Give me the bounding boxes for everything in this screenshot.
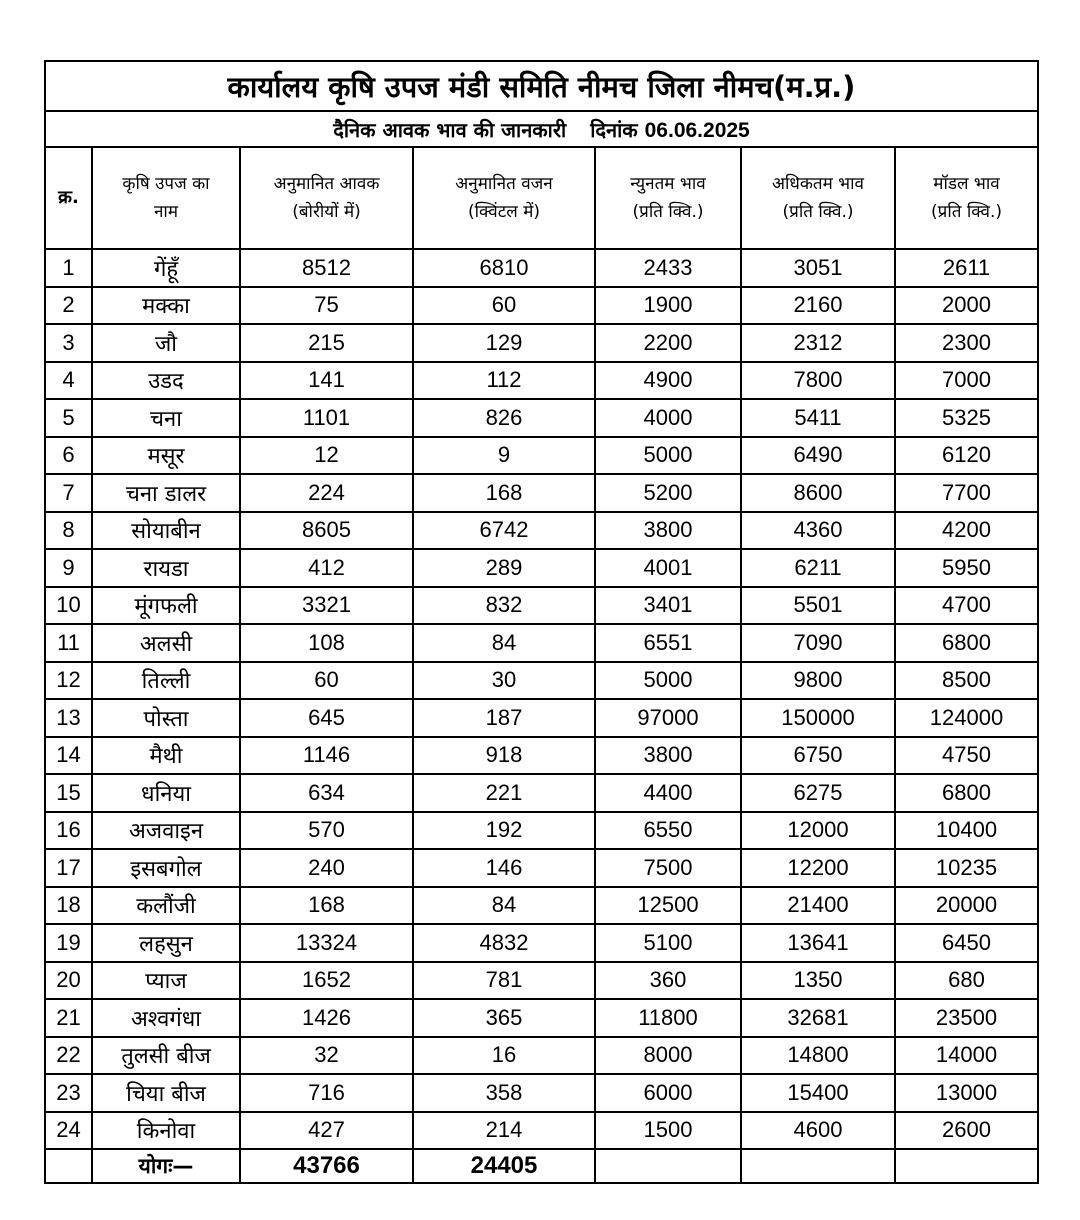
cell-min-price: 11800 (595, 999, 741, 1037)
cell-modal-price: 10400 (895, 812, 1038, 850)
cell-crop: धनिया (92, 774, 240, 812)
cell-arrival: 1426 (240, 999, 413, 1037)
cell-modal-price: 8500 (895, 662, 1038, 700)
cell-arrival: 412 (240, 549, 413, 587)
cell-arrival: 1652 (240, 962, 413, 1000)
cell-arrival: 12 (240, 437, 413, 475)
header-crop-line2: नाम (153, 202, 178, 222)
cell-modal-price: 2000 (895, 287, 1038, 325)
table-row (45, 362, 1038, 400)
cell-max-price: 9800 (741, 662, 895, 700)
header-modal-line1: मॉडल भाव (933, 174, 1000, 194)
cell-arrival: 634 (240, 774, 413, 812)
cell-min-price: 5000 (595, 662, 741, 700)
cell-modal-price: 20000 (895, 887, 1038, 925)
cell-min-price: 4900 (595, 362, 741, 400)
total-serial-blank (45, 1149, 92, 1183)
table-row (45, 999, 1038, 1037)
cell-crop: मूंगफली (92, 587, 240, 625)
table-row (45, 849, 1038, 887)
cell-max-price: 6750 (741, 737, 895, 775)
column-header-row (45, 147, 1038, 249)
cell-min-price: 360 (595, 962, 741, 1000)
cell-crop: मक्का (92, 287, 240, 325)
cell-modal-price: 4200 (895, 512, 1038, 550)
cell-serial: 13 (45, 699, 92, 737)
cell-weight: 112 (413, 362, 595, 400)
header-weight-line2: (क्विंटल में) (467, 202, 541, 222)
office-title: कार्यालय कृषि उपज मंडी समिति नीमच जिला नीमच(म.प्र.) (45, 61, 1038, 111)
cell-min-price: 3800 (595, 512, 741, 550)
cell-modal-price: 7000 (895, 362, 1038, 400)
cell-min-price: 5100 (595, 924, 741, 962)
cell-modal-price: 2611 (895, 249, 1038, 287)
cell-max-price: 4600 (741, 1112, 895, 1150)
cell-modal-price: 6450 (895, 924, 1038, 962)
cell-serial: 10 (45, 587, 92, 625)
header-max-line1: अधिकतम भाव (772, 174, 864, 194)
mandi-rates-table (44, 60, 1039, 1184)
table-row (45, 924, 1038, 962)
cell-arrival: 108 (240, 624, 413, 662)
table-row (45, 737, 1038, 775)
table-row (45, 399, 1038, 437)
cell-serial: 12 (45, 662, 92, 700)
total-label: योगः— (92, 1149, 240, 1183)
cell-weight: 358 (413, 1074, 595, 1112)
header-crop (92, 147, 240, 249)
cell-serial: 5 (45, 399, 92, 437)
cell-arrival: 8605 (240, 512, 413, 550)
cell-weight: 781 (413, 962, 595, 1000)
title-row (45, 61, 1038, 111)
cell-serial: 18 (45, 887, 92, 925)
table-row (45, 287, 1038, 325)
table-row (45, 512, 1038, 550)
cell-serial: 1 (45, 249, 92, 287)
cell-weight: 84 (413, 887, 595, 925)
cell-crop: अश्वगंधा (92, 999, 240, 1037)
data-rows (45, 249, 1038, 1149)
cell-weight: 146 (413, 849, 595, 887)
cell-weight: 832 (413, 587, 595, 625)
total-row (45, 1149, 1038, 1183)
cell-crop: अलसी (92, 624, 240, 662)
cell-serial: 2 (45, 287, 92, 325)
cell-crop: पोस्ता (92, 699, 240, 737)
total-max-blank (741, 1149, 895, 1183)
cell-arrival: 716 (240, 1074, 413, 1112)
cell-serial: 6 (45, 437, 92, 475)
cell-min-price: 8000 (595, 1037, 741, 1075)
cell-max-price: 5411 (741, 399, 895, 437)
header-serial: क्र. (45, 147, 92, 249)
total-modal-blank (895, 1149, 1038, 1183)
cell-weight: 84 (413, 624, 595, 662)
cell-serial: 4 (45, 362, 92, 400)
cell-min-price: 6550 (595, 812, 741, 850)
cell-serial: 15 (45, 774, 92, 812)
table-row (45, 699, 1038, 737)
cell-modal-price: 5950 (895, 549, 1038, 587)
cell-weight: 16 (413, 1037, 595, 1075)
cell-max-price: 8600 (741, 474, 895, 512)
cell-weight: 214 (413, 1112, 595, 1150)
report-subtitle: दैनिक आवक भाव की जानकारी (333, 117, 567, 142)
header-min-price (595, 147, 741, 249)
cell-max-price: 4360 (741, 512, 895, 550)
cell-crop: प्याज (92, 962, 240, 1000)
cell-arrival: 141 (240, 362, 413, 400)
cell-crop: तुलसी बीज (92, 1037, 240, 1075)
cell-crop: चिया बीज (92, 1074, 240, 1112)
cell-min-price: 6551 (595, 624, 741, 662)
cell-crop: अजवाइन (92, 812, 240, 850)
cell-max-price: 32681 (741, 999, 895, 1037)
cell-arrival: 3321 (240, 587, 413, 625)
cell-min-price: 7500 (595, 849, 741, 887)
cell-weight: 168 (413, 474, 595, 512)
cell-max-price: 150000 (741, 699, 895, 737)
cell-modal-price: 6800 (895, 624, 1038, 662)
cell-weight: 289 (413, 549, 595, 587)
cell-max-price: 7090 (741, 624, 895, 662)
table-row (45, 662, 1038, 700)
cell-crop: मसूर (92, 437, 240, 475)
cell-max-price: 14800 (741, 1037, 895, 1075)
cell-serial: 3 (45, 324, 92, 362)
table-row (45, 774, 1038, 812)
cell-modal-price: 680 (895, 962, 1038, 1000)
header-max-line2: (प्रति क्वि.) (782, 202, 854, 222)
cell-modal-price: 2600 (895, 1112, 1038, 1150)
header-min-line2: (प्रति क्वि.) (632, 202, 704, 222)
cell-weight: 918 (413, 737, 595, 775)
cell-arrival: 427 (240, 1112, 413, 1150)
cell-arrival: 645 (240, 699, 413, 737)
cell-crop: सोयाबीन (92, 512, 240, 550)
header-weight-line1: अनुमानित वजन (455, 174, 553, 194)
total-weight: 24405 (413, 1149, 595, 1183)
cell-weight: 6742 (413, 512, 595, 550)
table-row (45, 324, 1038, 362)
cell-min-price: 2433 (595, 249, 741, 287)
cell-weight: 826 (413, 399, 595, 437)
cell-max-price: 1350 (741, 962, 895, 1000)
table-row (45, 474, 1038, 512)
cell-serial: 17 (45, 849, 92, 887)
cell-min-price: 3800 (595, 737, 741, 775)
cell-serial: 8 (45, 512, 92, 550)
table-row (45, 812, 1038, 850)
cell-arrival: 215 (240, 324, 413, 362)
cell-arrival: 570 (240, 812, 413, 850)
cell-arrival: 1146 (240, 737, 413, 775)
cell-crop: तिल्ली (92, 662, 240, 700)
table-row (45, 549, 1038, 587)
header-arrival-line1: अनुमानित आवक (273, 174, 380, 194)
cell-crop: चना डालर (92, 474, 240, 512)
cell-max-price: 6490 (741, 437, 895, 475)
header-modal-line2: (प्रति क्वि.) (931, 202, 1002, 222)
subtitle-row (45, 111, 1038, 147)
cell-weight: 187 (413, 699, 595, 737)
cell-modal-price: 14000 (895, 1037, 1038, 1075)
cell-max-price: 2312 (741, 324, 895, 362)
report-date: 06.06.2025 (644, 118, 750, 142)
header-max-price (741, 147, 895, 249)
cell-modal-price: 6120 (895, 437, 1038, 475)
cell-serial: 22 (45, 1037, 92, 1075)
cell-weight: 60 (413, 287, 595, 325)
table-row (45, 587, 1038, 625)
cell-weight: 4832 (413, 924, 595, 962)
table-row (45, 437, 1038, 475)
cell-serial: 9 (45, 549, 92, 587)
cell-weight: 365 (413, 999, 595, 1037)
cell-max-price: 15400 (741, 1074, 895, 1112)
date-label: दिनांक (590, 117, 638, 142)
cell-arrival: 224 (240, 474, 413, 512)
cell-crop: इसबगोल (92, 849, 240, 887)
cell-modal-price: 6800 (895, 774, 1038, 812)
table-row (45, 249, 1038, 287)
cell-min-price: 12500 (595, 887, 741, 925)
total-min-blank (595, 1149, 741, 1183)
cell-serial: 7 (45, 474, 92, 512)
cell-arrival: 75 (240, 287, 413, 325)
cell-max-price: 3051 (741, 249, 895, 287)
cell-crop: जौ (92, 324, 240, 362)
table-row (45, 624, 1038, 662)
cell-min-price: 3401 (595, 587, 741, 625)
cell-serial: 21 (45, 999, 92, 1037)
cell-arrival: 240 (240, 849, 413, 887)
cell-arrival: 13324 (240, 924, 413, 962)
cell-arrival: 168 (240, 887, 413, 925)
cell-max-price: 5501 (741, 587, 895, 625)
header-min-line1: न्युनतम भाव (630, 174, 706, 194)
cell-arrival: 32 (240, 1037, 413, 1075)
cell-weight: 192 (413, 812, 595, 850)
cell-modal-price: 5325 (895, 399, 1038, 437)
table-row (45, 1037, 1038, 1075)
table-row (45, 1112, 1038, 1150)
table-row (45, 1074, 1038, 1112)
cell-modal-price: 23500 (895, 999, 1038, 1037)
table-row (45, 962, 1038, 1000)
cell-weight: 9 (413, 437, 595, 475)
cell-min-price: 4001 (595, 549, 741, 587)
cell-min-price: 2200 (595, 324, 741, 362)
cell-crop: लहसुन (92, 924, 240, 962)
cell-crop: कलौंजी (92, 887, 240, 925)
cell-modal-price: 13000 (895, 1074, 1038, 1112)
cell-serial: 24 (45, 1112, 92, 1150)
cell-max-price: 7800 (741, 362, 895, 400)
cell-max-price: 21400 (741, 887, 895, 925)
cell-modal-price: 7700 (895, 474, 1038, 512)
cell-crop: गेंहूँ (92, 249, 240, 287)
cell-min-price: 1900 (595, 287, 741, 325)
cell-weight: 30 (413, 662, 595, 700)
cell-modal-price: 124000 (895, 699, 1038, 737)
cell-modal-price: 4750 (895, 737, 1038, 775)
cell-crop: चना (92, 399, 240, 437)
cell-max-price: 2160 (741, 287, 895, 325)
cell-serial: 19 (45, 924, 92, 962)
cell-weight: 6810 (413, 249, 595, 287)
cell-arrival: 8512 (240, 249, 413, 287)
cell-weight: 221 (413, 774, 595, 812)
cell-crop: रायडा (92, 549, 240, 587)
cell-min-price: 1500 (595, 1112, 741, 1150)
cell-max-price: 12000 (741, 812, 895, 850)
total-arrival: 43766 (240, 1149, 413, 1183)
header-arrival (240, 147, 413, 249)
cell-min-price: 4000 (595, 399, 741, 437)
cell-crop: उडद (92, 362, 240, 400)
cell-modal-price: 10235 (895, 849, 1038, 887)
cell-max-price: 6211 (741, 549, 895, 587)
cell-crop: मैथी (92, 737, 240, 775)
table-row (45, 887, 1038, 925)
cell-arrival: 1101 (240, 399, 413, 437)
cell-max-price: 12200 (741, 849, 895, 887)
cell-weight: 129 (413, 324, 595, 362)
cell-min-price: 97000 (595, 699, 741, 737)
cell-crop: किनोवा (92, 1112, 240, 1150)
cell-min-price: 5200 (595, 474, 741, 512)
cell-serial: 23 (45, 1074, 92, 1112)
header-arrival-line2: (बोरीयों में) (292, 202, 361, 222)
header-modal-price (895, 147, 1038, 249)
cell-min-price: 5000 (595, 437, 741, 475)
cell-max-price: 6275 (741, 774, 895, 812)
cell-arrival: 60 (240, 662, 413, 700)
cell-min-price: 6000 (595, 1074, 741, 1112)
cell-serial: 16 (45, 812, 92, 850)
report-subtitle-cell (45, 111, 1038, 147)
cell-serial: 11 (45, 624, 92, 662)
cell-min-price: 4400 (595, 774, 741, 812)
header-weight (413, 147, 595, 249)
cell-modal-price: 4700 (895, 587, 1038, 625)
cell-serial: 20 (45, 962, 92, 1000)
cell-modal-price: 2300 (895, 324, 1038, 362)
header-crop-line1: कृषि उपज का (122, 174, 210, 194)
cell-serial: 14 (45, 737, 92, 775)
cell-max-price: 13641 (741, 924, 895, 962)
